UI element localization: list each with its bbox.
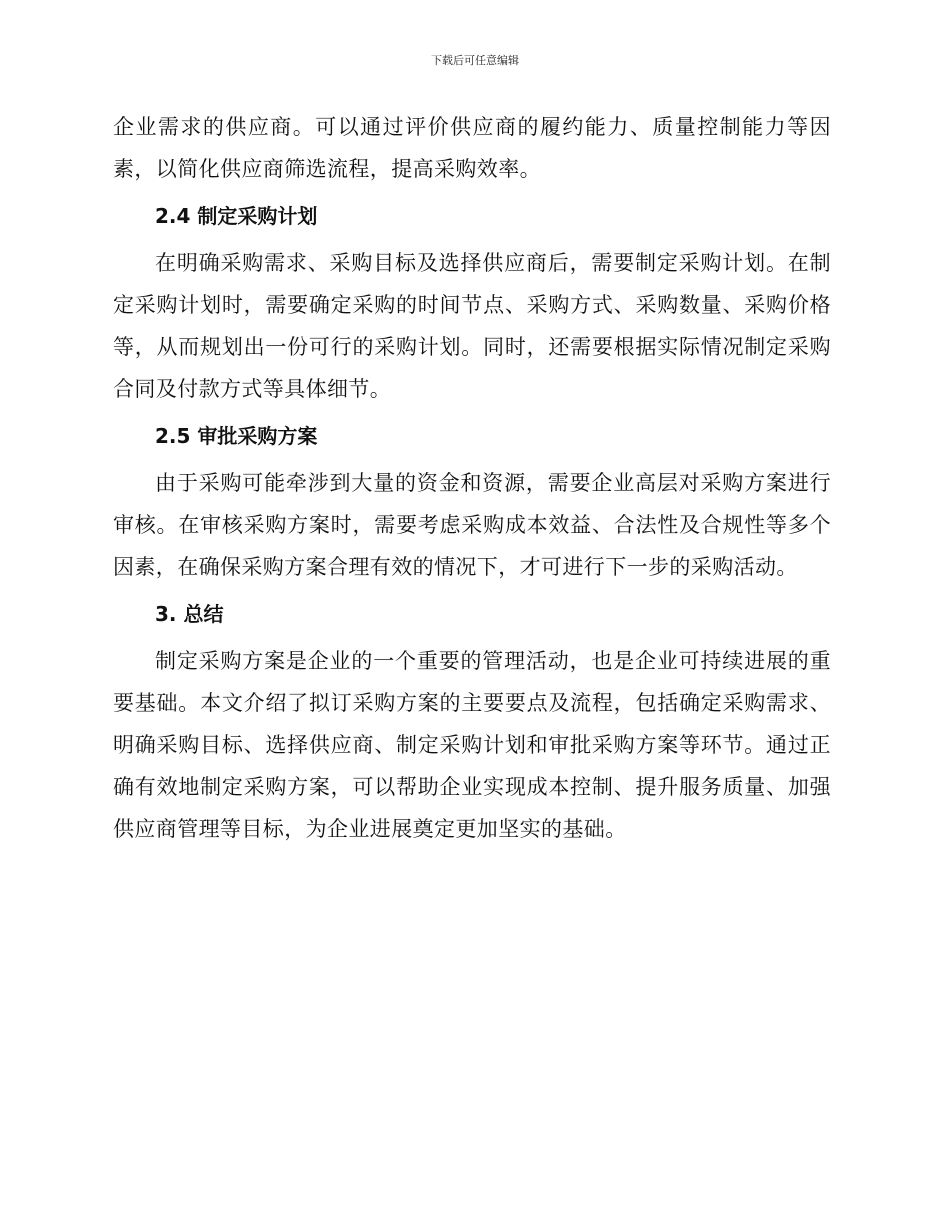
section-2-5-paragraph: 由于采购可能牵涉到大量的资金和资源，需要企业高层对采购方案进行审核。在审核采购方案时，需要考虑采购成本效益、合法性及合规性等多个因素，在确保采购方案合理有效的情况下，才可进行下一步的采购活动。 xyxy=(113,471,831,579)
page-header: 下载后可任意编辑 xyxy=(431,54,519,67)
intro-paragraph: 企业需求的供应商。可以通过评价供应商的履约能力、质量控制能力等因素，以简化供应商筛选流程，提高采购效率。 xyxy=(113,115,831,181)
section-2-4-heading: 2.4 制定采购计划 xyxy=(155,204,318,228)
section-2-4-paragraph: 在明确采购需求、采购目标及选择供应商后，需要制定采购计划。在制定采购计划时，需要确定采购的时间节点、采购方式、采购数量、采购价格等，从而规划出一份可行的采购计划。同时，还需要根据实际情况制定采购合同及付款方式等具体细节。 xyxy=(113,251,831,401)
section-3-heading: 3. 总结 xyxy=(155,602,224,626)
section-2-5-heading: 2.5 审批采购方案 xyxy=(155,424,318,448)
document-body xyxy=(113,106,831,850)
section-3-paragraph: 制定采购方案是企业的一个重要的管理活动，也是企业可持续进展的重要基础。本文介绍了拟订采购方案的主要要点及流程，包括确定采购需求、明确采购目标、选择供应商、制定采购计划和审批采购方案等环节。通过正确有效地制定采购方案，可以帮助企业实现成本控制、提升服务质量、加强供应商管理等目标，为企业进展奠定更加坚实的基础。 xyxy=(113,649,831,841)
